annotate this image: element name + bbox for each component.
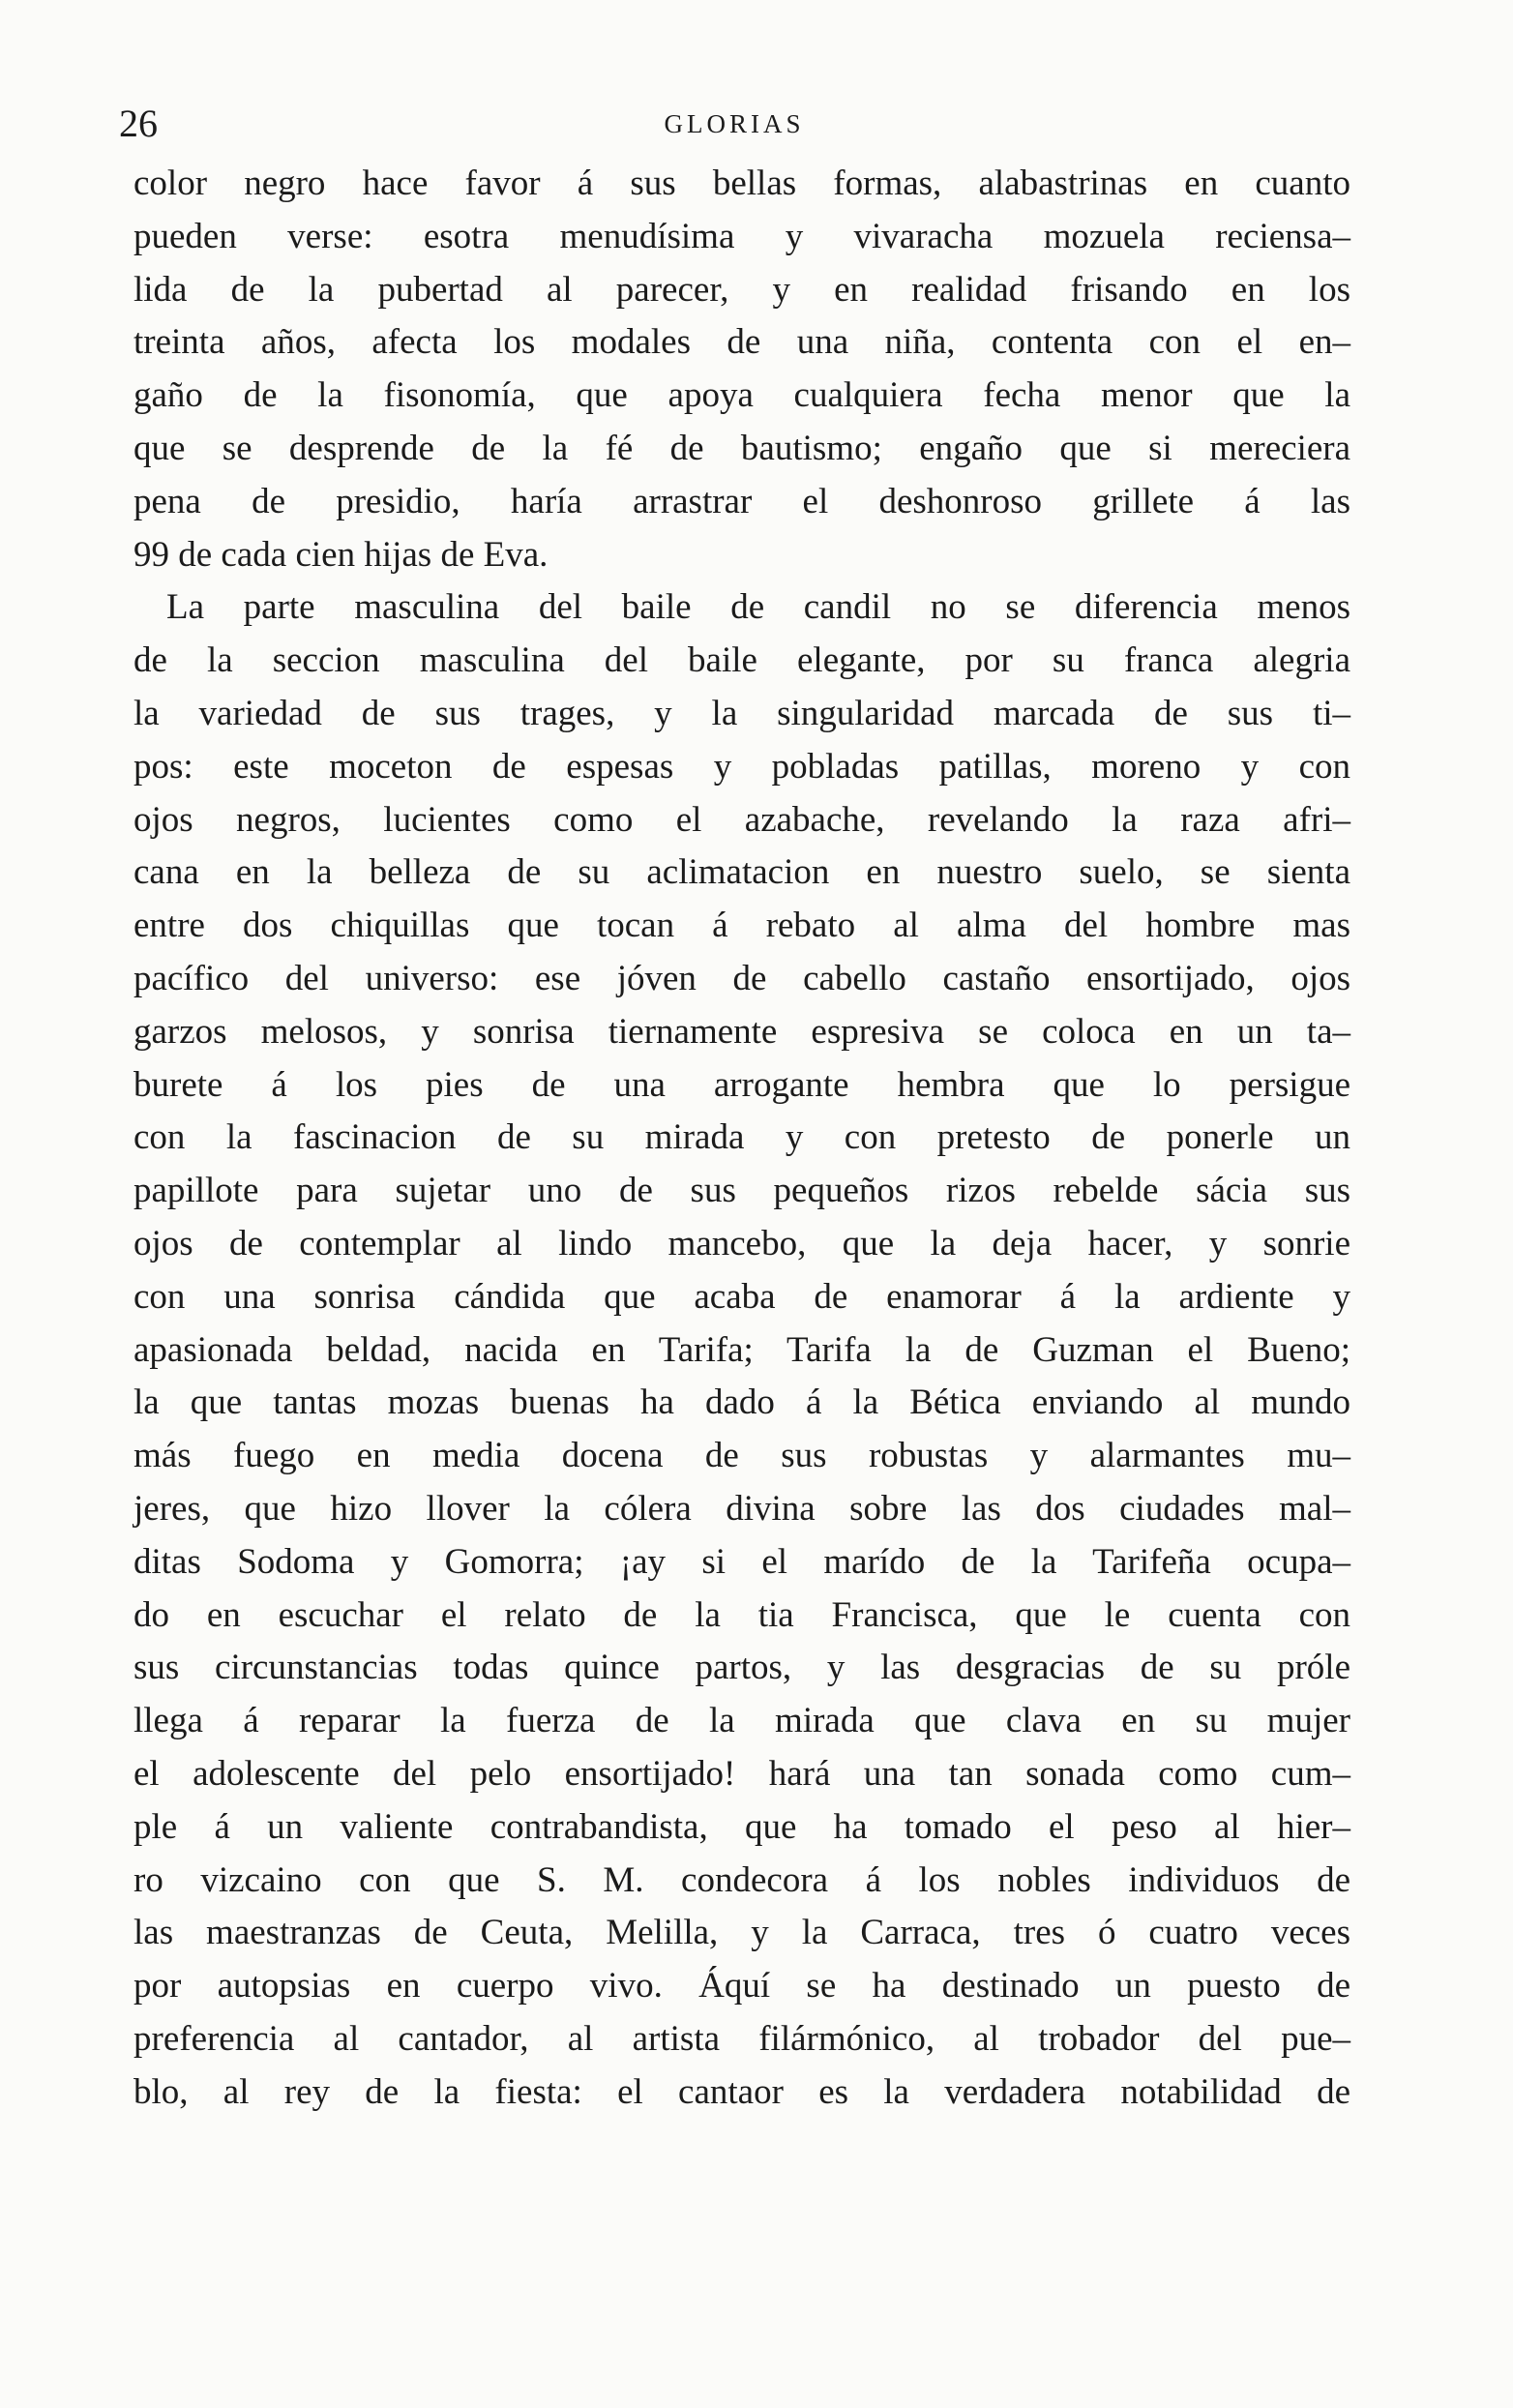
text-line: garzos melosos, y sonrisa tiernamente espresiva se coloca en un ta– <box>134 1011 1350 1052</box>
text-line: la que tantas mozas buenas ha dado á la Bética enviando al mundo <box>134 1382 1350 1423</box>
text-line: más fuego en media docena de sus robustas y alarmantes mu– <box>134 1436 1350 1476</box>
text-line: las maestranzas de Ceuta, Melilla, y la Carraca, tres ó cuatro veces <box>134 1913 1350 1953</box>
text-line: 99 de cada cien hijas de Eva. <box>134 534 549 575</box>
text-line: ditas Sodoma y Gomorra; ¡ay si el marído de la Tarifeña ocupa– <box>134 1541 1350 1582</box>
text-line: preferencia al cantador, al artista filármónico, al trobador del pue– <box>134 2018 1350 2059</box>
text-line: pacífico del universo: ese jóven de cabello castaño ensortijado, ojos <box>134 958 1350 998</box>
text-line: papillote para sujetar uno de sus pequeños rizos rebelde sácia sus <box>134 1171 1350 1211</box>
text-line: pena de presidio, haría arrastrar el deshonroso grillete á las <box>134 481 1350 521</box>
text-line: con la fascinacion de su mirada y con pretesto de ponerle un <box>134 1117 1350 1158</box>
text-line: burete á los pies de una arrogante hembra que lo persigue <box>134 1064 1350 1105</box>
text-line: color negro hace favor á sus bellas formas, alabastrinas en cuanto <box>134 164 1350 203</box>
text-line: de la seccion masculina del baile elegante, por su franca alegria <box>134 640 1350 681</box>
page-header <box>119 95 1350 153</box>
text-line: blo, al rey de la fiesta: el cantaor es la verdadera notabilidad de <box>134 2071 1350 2112</box>
text-line: lida de la pubertad al parecer, y en realidad frisando en los <box>134 269 1350 310</box>
text-line: treinta años, afecta los modales de una niña, contenta con el en– <box>134 322 1350 363</box>
text-line: llega á reparar la fuerza de la mirada que clava en su mujer <box>134 1701 1350 1741</box>
text-line: pueden verse: esotra menudísima y vivaracha mozuela reciensa– <box>134 216 1350 256</box>
text-line: jeres, que hizo llover la cólera divina sobre las dos ciudades mal– <box>134 1488 1350 1529</box>
text-line: do en escuchar el relato de la tia Francisca, que le cuenta con <box>134 1594 1350 1635</box>
text-line: la variedad de sus trages, y la singularidad marcada de sus ti– <box>134 693 1350 733</box>
text-line: La parte masculina del baile de candil no se diferencia menos <box>166 587 1350 628</box>
text-line: pos: este moceton de espesas y pobladas patillas, moreno y con <box>134 746 1350 787</box>
text-line: gaño de la fisonomía, que apoya cualquiera fecha menor que la <box>134 375 1350 416</box>
text-line: ple á un valiente contrabandista, que ha tomado el peso al hier– <box>134 1806 1350 1847</box>
text-line: apasionada beldad, nacida en Tarifa; Tarifa la de Guzman el Bueno; <box>134 1329 1350 1370</box>
text-line: por autopsias en cuerpo vivo. Áquí se ha destinado un puesto de <box>134 1966 1350 2007</box>
text-line: con una sonrisa cándida que acaba de enamorar á la ardiente y <box>134 1276 1350 1317</box>
page-number: 26 <box>119 102 158 145</box>
text-line: sus circunstancias todas quince partos, y las desgracias de su próle <box>134 1648 1350 1688</box>
text-line: que se desprende de la fé de bautismo; engaño que si mereciera <box>134 428 1350 468</box>
text-line: ojos de contemplar al lindo mancebo, que la deja hacer, y sonrie <box>134 1223 1350 1263</box>
body-text <box>134 158 1350 2119</box>
running-head: GLORIAS <box>664 109 805 138</box>
text-line: ro vizcaino con que S. M. condecora á los nobles individuos de <box>134 1859 1350 1900</box>
text-line: entre dos chiquillas que tocan á rebato al alma del hombre mas <box>134 906 1350 946</box>
text-line: el adolescente del pelo ensortijado! hará una tan sonada como cum– <box>134 1753 1350 1794</box>
text-line: ojos negros, lucientes como el azabache, revelando la raza afri– <box>134 799 1350 840</box>
text-line: cana en la belleza de su aclimatacion en nuestro suelo, se sienta <box>134 852 1350 893</box>
